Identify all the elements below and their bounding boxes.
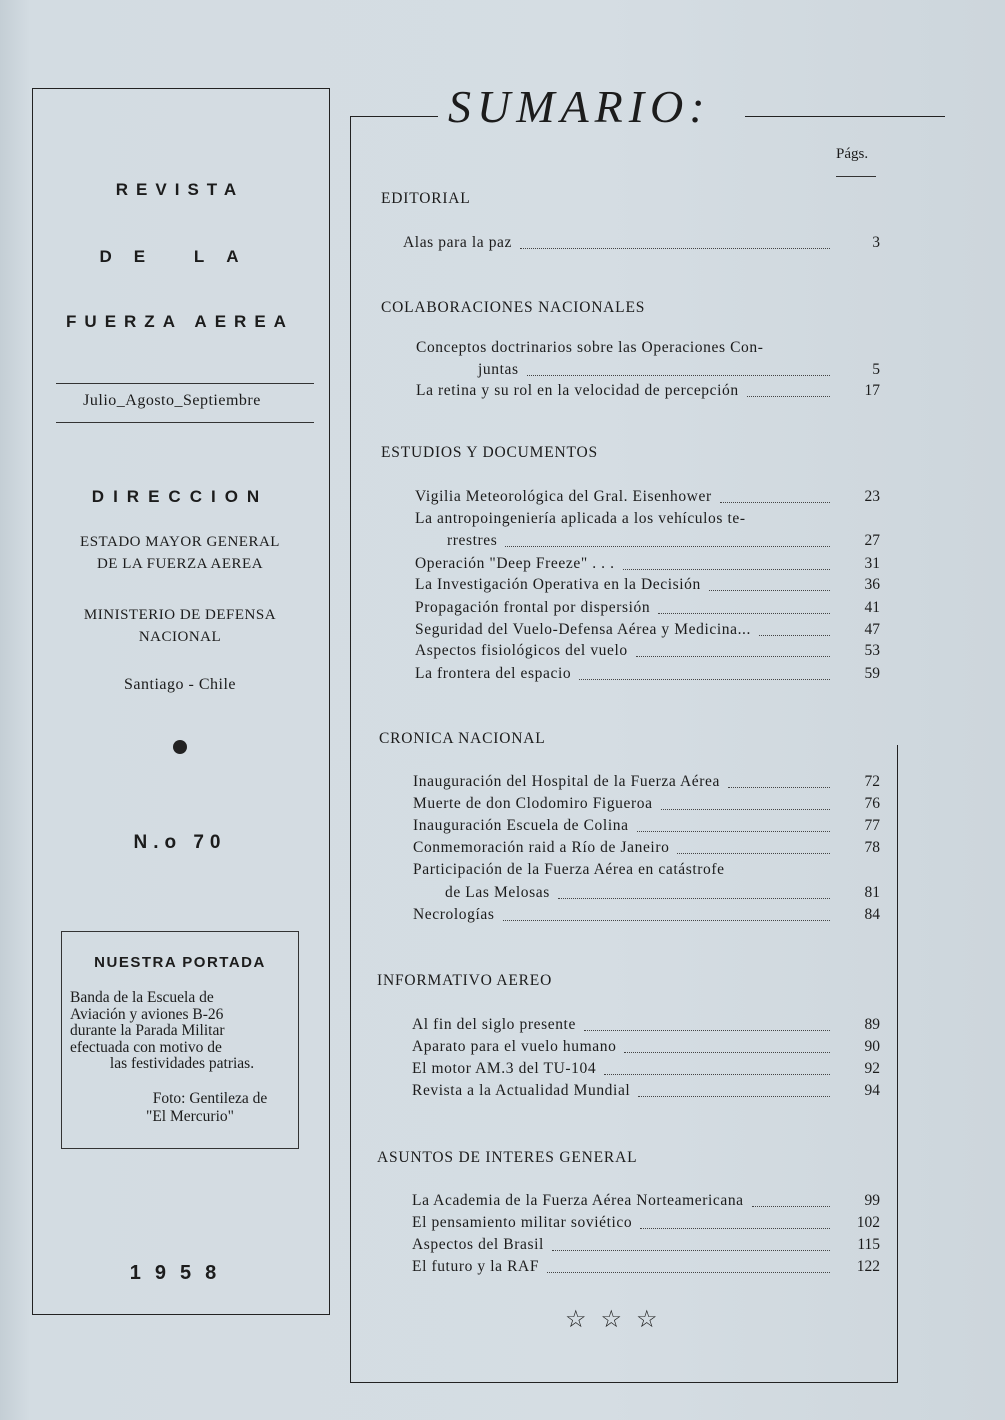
masthead-title-line-3: FUERZA AEREA xyxy=(66,312,294,331)
toc-entry-title: La Academia de la Fuerza Aérea Norteamericana xyxy=(412,1192,744,1209)
dotted-leader xyxy=(709,590,830,591)
dotted-leader xyxy=(640,1228,830,1229)
dotted-leader xyxy=(658,613,830,614)
section-heading: CRONICA NACIONAL xyxy=(379,730,546,747)
dotted-leader xyxy=(584,1030,830,1031)
ministerio-line-2: NACIONAL xyxy=(138,629,222,645)
dotted-leader xyxy=(527,375,830,376)
dotted-leader xyxy=(623,569,830,570)
photo-credit xyxy=(62,1090,298,1126)
dotted-leader xyxy=(661,809,830,810)
toc-entry-title: rrestres xyxy=(447,532,498,549)
toc-page-number: 72 xyxy=(864,773,880,790)
dotted-leader xyxy=(579,679,830,680)
direccion-heading: DIRECCION xyxy=(91,487,269,506)
dotted-leader xyxy=(728,787,830,788)
toc-page-number: 102 xyxy=(856,1214,880,1231)
photo-credit-line: Foto: Gentileza de xyxy=(152,1090,268,1107)
toc-entry-title: Aspectos del Brasil xyxy=(412,1236,544,1253)
toc-entry-title: Participación de la Fuerza Aérea en catástrofe xyxy=(413,861,725,878)
toc-page-number: 47 xyxy=(864,621,880,638)
toc-entry-title: de Las Melosas xyxy=(445,884,550,901)
city: Santiago - Chile xyxy=(124,676,236,693)
toc-page-number: 78 xyxy=(864,839,880,856)
dotted-leader xyxy=(720,502,830,503)
contents-right-border xyxy=(897,745,898,1382)
section-heading: INFORMATIVO AEREO xyxy=(377,972,553,989)
toc-entry-title: Aparato para el vuelo humano xyxy=(412,1038,617,1055)
toc-entry-title: Inauguración del Hospital de la Fuerza Aérea xyxy=(413,773,721,790)
toc-entry-title: Necrologías xyxy=(413,906,495,923)
dotted-leader xyxy=(637,831,830,832)
toc-page-number: 5 xyxy=(872,361,880,378)
toc-page-number: 89 xyxy=(864,1016,880,1033)
section-heading: ESTUDIOS Y DOCUMENTOS xyxy=(381,444,598,461)
toc-entry-title: Revista a la Actualidad Mundial xyxy=(412,1082,631,1099)
dotted-leader xyxy=(638,1096,830,1097)
issue-number: N.o 70 xyxy=(133,832,227,853)
toc-page-number: 31 xyxy=(864,555,880,572)
dotted-leader xyxy=(604,1074,830,1075)
toc-page-number: 92 xyxy=(864,1060,880,1077)
toc-entry-title: La antropoingeniería aplicada a los vehículos te- xyxy=(415,510,746,527)
toc-page-number: 41 xyxy=(864,599,880,616)
masthead-title-line-2: DE LA xyxy=(99,247,261,266)
toc-entry-title: El futuro y la RAF xyxy=(412,1258,540,1275)
toc-page-number: 17 xyxy=(864,382,880,399)
toc-entry-title: El motor AM.3 del TU-104 xyxy=(412,1060,597,1077)
cover-note-line: durante la Parada Militar xyxy=(70,1022,225,1039)
toc-entry-title: juntas xyxy=(478,361,519,378)
direccion-line-1: ESTADO MAYOR GENERAL xyxy=(80,534,280,550)
toc-entry-title: Al fin del siglo presente xyxy=(412,1016,576,1033)
toc-page-number: 81 xyxy=(864,884,880,901)
ministerio-line-1: MINISTERIO DE DEFENSA xyxy=(83,607,277,623)
toc-page-number: 115 xyxy=(857,1236,880,1253)
toc-page-number: 90 xyxy=(864,1038,880,1055)
direccion-line-2: DE LA FUERZA AEREA xyxy=(96,556,264,572)
masthead-title-line-1: REVISTA xyxy=(115,180,245,199)
toc-entry-title: Muerte de don Clodomiro Figueroa xyxy=(413,795,653,812)
contents-title: SUMARIO: xyxy=(448,81,711,132)
section-heading: ASUNTOS DE INTERES GENERAL xyxy=(377,1149,638,1166)
toc-entry-title: Operación "Deep Freeze" . . . xyxy=(415,555,615,572)
divider xyxy=(56,383,314,384)
toc-entry-title: Propagación frontal por dispersión xyxy=(415,599,651,616)
closing-stars: ☆☆☆ xyxy=(565,1307,672,1333)
toc-entry-title: Alas para la paz xyxy=(403,234,513,251)
dotted-leader xyxy=(558,898,830,899)
cover-note-line: Banda de la Escuela de xyxy=(70,989,214,1006)
toc-page-number: 23 xyxy=(864,488,880,505)
toc-page-number: 94 xyxy=(864,1082,880,1099)
cover-note-line: efectuada con motivo de xyxy=(70,1038,222,1056)
dotted-leader xyxy=(503,920,831,921)
issue-period: Julio_Agosto_Septiembre xyxy=(83,392,261,409)
cover-note-text xyxy=(70,990,294,1073)
toc-entry-title: El pensamiento militar soviético xyxy=(412,1214,633,1231)
dotted-leader xyxy=(547,1272,830,1273)
toc-entry-title: Vigilia Meteorológica del Gral. Eisenhower xyxy=(415,488,712,505)
toc-entry-title: La frontera del espacio xyxy=(415,665,572,682)
photo-credit-line: "El Mercurio" xyxy=(146,1108,234,1125)
toc-page-number: 27 xyxy=(864,532,880,549)
dotted-leader xyxy=(759,635,830,636)
title-rule-right xyxy=(745,116,945,117)
toc-entry-title: Inauguración Escuela de Colina xyxy=(413,817,629,834)
dotted-leader xyxy=(636,656,830,657)
dotted-leader xyxy=(520,248,830,249)
pages-label: Págs. xyxy=(836,146,869,162)
divider xyxy=(56,422,314,423)
toc-entry-title: La Investigación Operativa en la Decisión xyxy=(415,576,701,593)
title-rule-left xyxy=(350,116,438,117)
toc-entry-title: Conceptos doctrinarios sobre las Operaciones Con- xyxy=(416,339,764,356)
toc-page-number: 59 xyxy=(864,665,880,682)
dotted-leader xyxy=(624,1052,830,1053)
toc-entry-title: Seguridad del Vuelo-Defensa Aérea y Medicina... xyxy=(415,621,752,638)
cover-note-line: las festividades patrias. xyxy=(109,1055,255,1072)
toc-entry-title: Conmemoración raid a Río de Janeiro xyxy=(413,839,670,856)
cover-note-box xyxy=(61,931,299,1149)
dotted-leader xyxy=(552,1250,830,1251)
toc-page-number: 77 xyxy=(864,817,880,834)
dotted-leader xyxy=(752,1206,830,1207)
toc-page-number: 3 xyxy=(872,234,880,251)
toc-page-number: 53 xyxy=(864,642,880,659)
cover-note-line: Aviación y aviones B-26 xyxy=(70,1005,224,1023)
dotted-leader xyxy=(505,546,830,547)
section-heading: EDITORIAL xyxy=(381,190,471,207)
toc-page-number: 76 xyxy=(864,795,880,812)
year: 1958 xyxy=(129,1262,231,1284)
dotted-leader xyxy=(747,396,830,397)
toc-page-number: 99 xyxy=(864,1192,880,1209)
toc-page-number: 36 xyxy=(864,576,880,593)
pages-label-underline xyxy=(836,176,876,177)
cover-note-heading: NUESTRA PORTADA xyxy=(94,954,266,971)
toc-page-number: 84 xyxy=(864,906,880,923)
dotted-leader xyxy=(677,853,830,854)
toc-page-number: 122 xyxy=(856,1258,880,1275)
toc-entry-title: La retina y su rol en la velocidad de percepción xyxy=(416,382,739,399)
bullet-dot xyxy=(173,740,187,754)
toc-entry-title: Aspectos fisiológicos del vuelo xyxy=(415,642,628,659)
section-heading: COLABORACIONES NACIONALES xyxy=(381,299,646,316)
